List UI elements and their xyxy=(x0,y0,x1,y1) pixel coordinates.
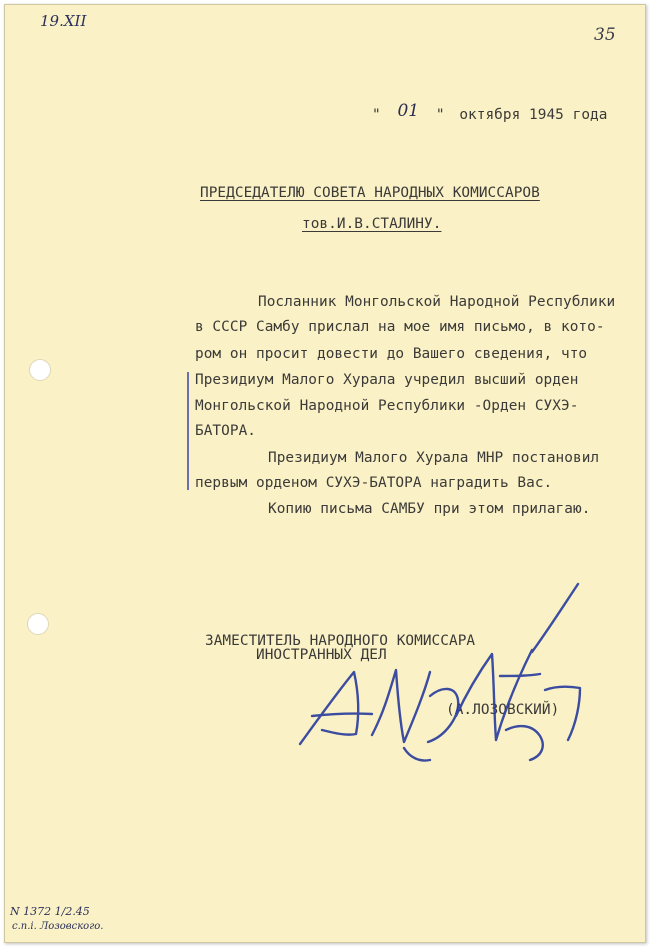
signatory-title-line-2: ИНОСТРАННЫХ ДЕЛ xyxy=(256,647,387,663)
date-quote-close: " xyxy=(435,107,445,123)
signature-stroke-9 xyxy=(545,687,580,740)
signature-stroke-3 xyxy=(372,670,430,742)
page-number: 35 xyxy=(594,25,616,45)
date-quote-open: " xyxy=(372,107,381,123)
archive-note-line-2: с.п.і. Лозовского. xyxy=(12,921,104,932)
addressee-line-1: ПРЕДСЕДАТЕЛЮ СОВЕТА НАРОДНЫХ КОМИССАРОВ xyxy=(200,185,540,201)
signatory-name: (А.ЛОЗОВСКИЙ) xyxy=(446,702,560,718)
body-line-7: Президиум Малого Хурала МНР постановил xyxy=(268,450,600,466)
body-line-1: Посланник Монгольской Народной Республики xyxy=(258,294,616,310)
body-line-6: БАТОРА. xyxy=(195,423,256,439)
body-line-4: Президиум Малого Хурала учредил высший орден xyxy=(195,372,579,388)
signature-stroke-2 xyxy=(312,714,372,716)
body-line-8: первым орденом СУХЭ-БАТОРА наградить Вас. xyxy=(195,475,553,491)
body-line-2: в СССР Самбу прислал на мое имя письмо, в кото- xyxy=(195,319,605,335)
signatory-title-line-1: ЗАМЕСТИТЕЛЬ НАРОДНОГО КОМИССАРА xyxy=(205,633,476,649)
addressee-line-2: тов.И.В.СТАЛИНУ. xyxy=(302,216,442,232)
signature-stroke-8 xyxy=(532,584,578,652)
body-line-3: ром он просит довести до Вашего сведения, что xyxy=(195,346,588,362)
date-day-handwritten: 01 xyxy=(397,101,420,121)
body-line-5: Монгольской Народной Республики -Орден СУХЭ- xyxy=(195,398,579,414)
body-line-9: Копию письма САМБУ при этом прилагаю. xyxy=(268,501,591,517)
signature-stroke-6 xyxy=(506,726,543,760)
signature-stroke-4 xyxy=(428,689,458,742)
signature-stroke-10 xyxy=(404,748,430,761)
date-rest: октября 1945 года xyxy=(459,107,608,123)
archive-date-note: 19.XII xyxy=(40,12,87,30)
archive-note-line-1: N 1372 1/2.45 xyxy=(10,905,90,918)
signature-stroke-1 xyxy=(300,672,358,744)
